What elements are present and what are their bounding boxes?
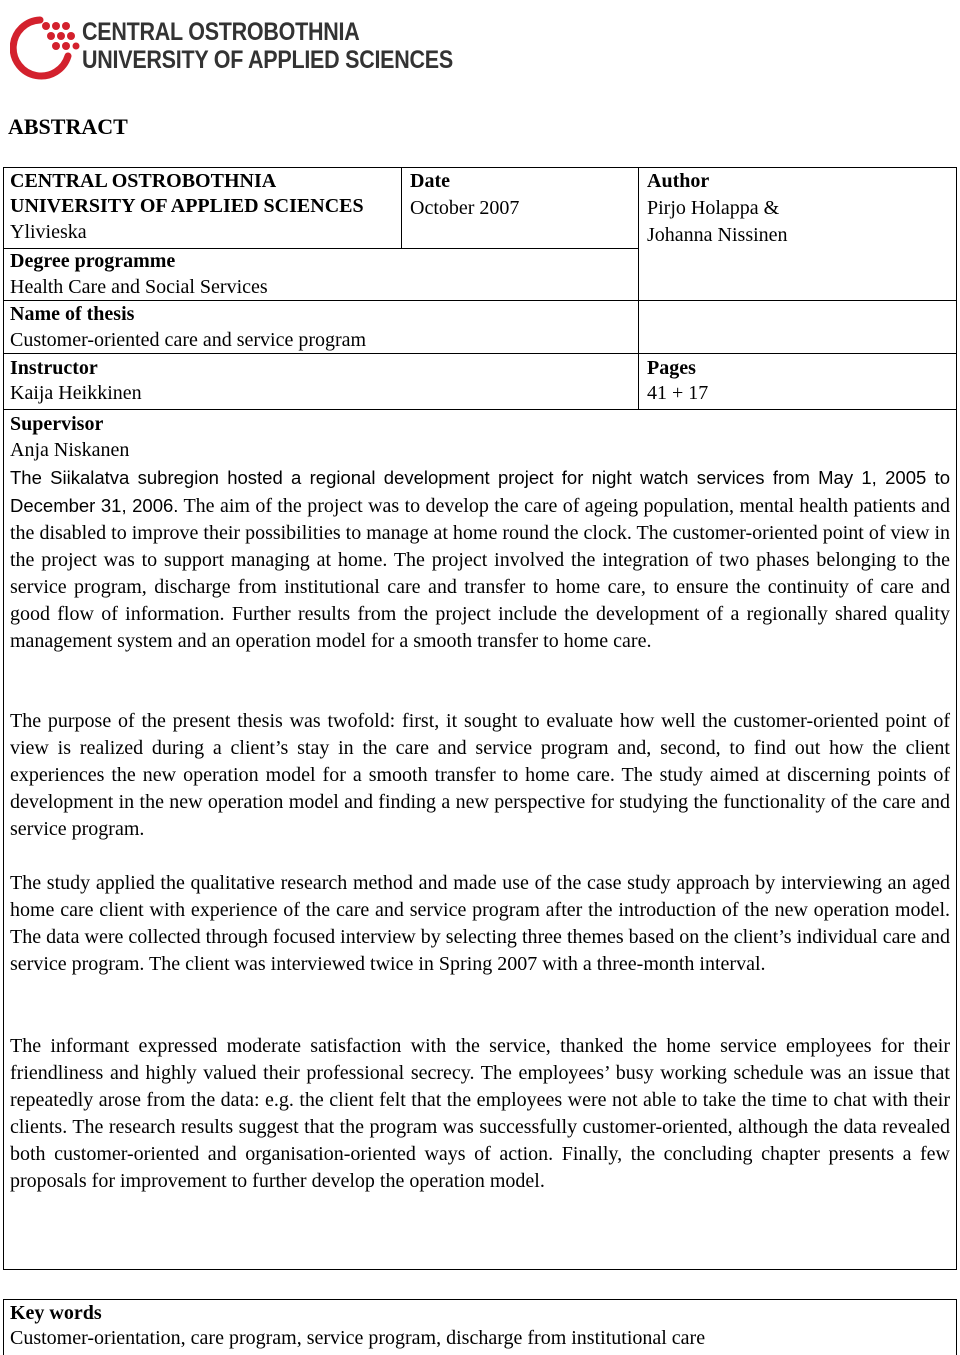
supervisor-value: Anja Niskanen xyxy=(10,439,130,461)
keywords-value: Customer-orientation, care program, service program, discharge from institutional care xyxy=(10,1327,706,1349)
instructor-value: Kaija Heikkinen xyxy=(10,382,142,404)
abstract-p1-lead: The Siikalatva subregion hosted a regional development project for night watch services from May 1, 2005 to December 31, 2006. xyxy=(10,467,950,516)
thesis-value: Customer-oriented care and service program xyxy=(10,329,367,351)
date-label: Date xyxy=(410,170,450,192)
pages-label: Pages xyxy=(647,357,696,379)
degree-label: Degree programme xyxy=(10,250,176,272)
logo-line-2: UNIVERSITY OF APPLIED SCIENCES xyxy=(82,46,453,74)
institution-line-2: UNIVERSITY OF APPLIED SCIENCES xyxy=(10,195,364,217)
logo-line-1: CENTRAL OSTROBOTHNIA xyxy=(82,18,360,46)
abstract-p1-rest: The aim of the project was to develop the care of ageing population, mental health patients and the disabled to improve their possibilities to manage at home round the clock. The customer-oriented point of view in the project was to support managing at home. The project involved the integration of two phases belonging to the service program, discharge from institutional care and transfer to home care, to ensure the continuity of care and good flow of information. Further results from the project include the development of a regionally shared quality management system and an operation model for a smooth transfer to home care. xyxy=(10,495,950,652)
date-value: October 2007 xyxy=(410,197,520,219)
abstract-paragraph-2: The purpose of the present thesis was twofold: first, it sought to evaluate how well the customer-oriented point of view is realized during a client’s stay in the care and service program and, second, to find out how the client experiences the new operation model for a smooth transfer to home care. The study aimed at discerning points of development in the new operation model and finding a new perspective for studying the functionality of the care and service program. xyxy=(10,710,950,840)
instructor-label: Instructor xyxy=(10,357,98,379)
page-title: ABSTRACT xyxy=(8,114,128,139)
abstract-paragraph-3: The study applied the qualitative research method and made use of the case study approach by interviewing an aged home care client with experience of the care and service program after the introduction of the new operation model. The data were collected through focused interview by selecting three themes based on the client’s individual care and service program. The client was interviewed twice in Spring 2007 with a three-month interval. xyxy=(10,872,950,975)
institution-line-1: CENTRAL OSTROBOTHNIA xyxy=(10,170,277,192)
author-line-1: Pirjo Holappa & xyxy=(647,197,780,219)
author-label: Author xyxy=(647,170,710,192)
pages-value: 41 + 17 xyxy=(647,382,709,404)
supervisor-label: Supervisor xyxy=(10,413,104,435)
institution-location: Ylivieska xyxy=(10,221,87,243)
keywords-label: Key words xyxy=(10,1302,102,1324)
abstract-paragraph-4: The informant expressed moderate satisfaction with the service, thanked the home service employees for their friendliness and highly valued their professional secrecy. The employees’ busy working schedule was an issue that repeatedly arose from the data: e.g. the client felt that the employees were not able to take the time to chat with their clients. The research results suggest that the program was successfully customer-oriented, although the data revealed both customer-oriented and organisation-oriented ways of action. Finally, the concluding chapter presents a few proposals for improvement to further develop the operation model. xyxy=(10,1035,950,1192)
abstract-paragraph-1 xyxy=(10,464,950,655)
thesis-label: Name of thesis xyxy=(10,303,135,325)
degree-value: Health Care and Social Services xyxy=(10,276,268,298)
author-line-2: Johanna Nissinen xyxy=(647,224,788,246)
